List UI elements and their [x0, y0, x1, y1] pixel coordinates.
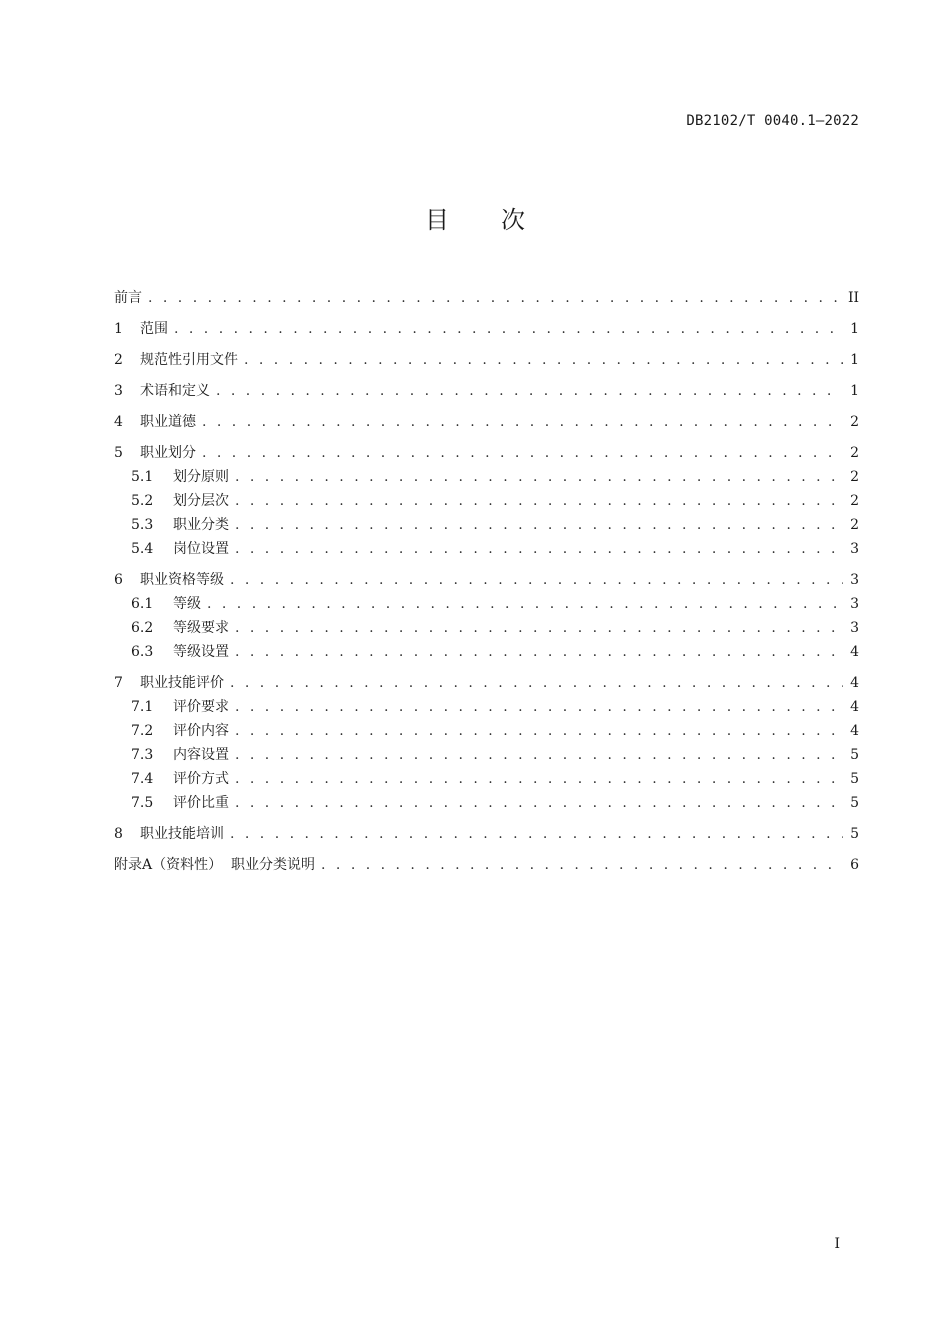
toc-title-char-2: 次 [501, 206, 525, 234]
dot-leader [202, 410, 843, 434]
dot-leader [235, 465, 843, 489]
toc-entry-page: 2 [850, 445, 859, 461]
toc-entry-label: 职业道德 [140, 414, 196, 430]
dot-leader [202, 441, 843, 465]
toc-entry-label: 等级设置 [173, 644, 229, 660]
toc-entry-page: 3 [850, 620, 859, 636]
toc-entry-page: 2 [850, 469, 859, 485]
toc-entry-page: 2 [850, 517, 859, 533]
toc-entry-page: 3 [850, 572, 859, 588]
dot-leader [230, 568, 843, 592]
toc-entry-number: 7.2 [131, 723, 154, 739]
toc-entry-number: 7.4 [131, 771, 154, 787]
table-of-contents [114, 286, 859, 877]
toc-entry-number: 6.2 [131, 620, 154, 636]
toc-entry-label: 岗位设置 [173, 541, 229, 557]
toc-entry[interactable] [114, 465, 859, 489]
toc-entry-label: 职业技能培训 [140, 826, 224, 842]
toc-entry[interactable] [114, 441, 859, 465]
toc-entry-number: 5.4 [131, 541, 154, 557]
toc-entry[interactable] [114, 592, 859, 616]
toc-entry[interactable] [114, 853, 859, 877]
toc-entry-label: 评价比重 [173, 795, 229, 811]
dot-leader [244, 348, 843, 372]
toc-entry-page: 5 [850, 771, 859, 787]
toc-title-char-1: 目 [425, 206, 449, 234]
dot-leader [235, 616, 843, 640]
toc-entry-page: 5 [850, 747, 859, 763]
dot-leader [321, 853, 843, 877]
toc-entry[interactable] [114, 410, 859, 434]
toc-entry-page: 4 [850, 675, 859, 691]
toc-entry-number: 1 [114, 321, 123, 337]
toc-entry[interactable] [114, 695, 859, 719]
toc-entry[interactable] [114, 317, 859, 341]
dot-leader [235, 640, 843, 664]
dot-leader [235, 513, 843, 537]
toc-title [0, 200, 950, 235]
toc-entry-label: 职业技能评价 [140, 675, 224, 691]
toc-entry[interactable] [114, 513, 859, 537]
toc-entry-number: 7.5 [131, 795, 154, 811]
toc-entry-label: 附录A（资料性） 职业分类说明 [114, 857, 316, 873]
toc-entry-number: 5 [114, 445, 123, 461]
toc-entry-number: 4 [114, 414, 123, 430]
toc-entry[interactable] [114, 822, 859, 846]
toc-entry-number: 2 [114, 352, 123, 368]
toc-entry-page: 5 [850, 826, 859, 842]
dot-leader [235, 537, 843, 561]
toc-entry-number: 6 [114, 572, 123, 588]
toc-entry-label: 规范性引用文件 [140, 352, 238, 368]
toc-entry-label: 职业分类 [173, 517, 229, 533]
toc-entry-number: 3 [114, 383, 123, 399]
dot-leader [207, 592, 843, 616]
toc-entry[interactable] [114, 791, 859, 815]
toc-entry-page: 3 [850, 596, 859, 612]
dot-leader [174, 317, 843, 341]
toc-entry-label: 前言 [114, 290, 142, 306]
toc-entry[interactable] [114, 348, 859, 372]
toc-entry-label: 范围 [140, 321, 168, 337]
toc-entry[interactable] [114, 743, 859, 767]
toc-entry-page: 4 [850, 723, 859, 739]
toc-entry-label: 等级 [173, 596, 201, 612]
dot-leader [230, 822, 843, 846]
toc-entry-label: 职业划分 [140, 445, 196, 461]
toc-entry[interactable] [114, 568, 859, 592]
toc-entry-number: 5.2 [131, 493, 154, 509]
toc-entry-label: 评价要求 [173, 699, 229, 715]
dot-leader [235, 489, 843, 513]
toc-entry-label: 内容设置 [173, 747, 229, 763]
dot-leader [235, 767, 843, 791]
dot-leader [235, 719, 843, 743]
toc-entry[interactable] [114, 616, 859, 640]
toc-entry-label: 术语和定义 [140, 383, 210, 399]
toc-entry-page: 1 [850, 383, 859, 399]
toc-entry[interactable] [114, 286, 859, 310]
toc-entry-label: 评价内容 [173, 723, 229, 739]
dot-leader [148, 286, 842, 310]
toc-entry-page: 4 [850, 644, 859, 660]
toc-entry-page: 1 [850, 321, 859, 337]
toc-entry-page: 2 [850, 493, 859, 509]
page-number: I [834, 1236, 840, 1252]
toc-entry-number: 7.3 [131, 747, 154, 763]
toc-entry-page: 6 [850, 857, 859, 873]
toc-entry[interactable] [114, 719, 859, 743]
toc-entry-label: 等级要求 [173, 620, 229, 636]
document-code: DB2102/T 0040.1—2022 [686, 113, 859, 129]
toc-entry[interactable] [114, 537, 859, 561]
toc-entry[interactable] [114, 767, 859, 791]
toc-entry-page: 2 [850, 414, 859, 430]
toc-entry-page: 3 [850, 541, 859, 557]
toc-entry-number: 7.1 [131, 699, 154, 715]
toc-entry-label: 职业资格等级 [140, 572, 224, 588]
toc-entry-number: 6.1 [131, 596, 154, 612]
dot-leader [216, 379, 843, 403]
toc-entry-label: 划分层次 [173, 493, 229, 509]
dot-leader [235, 743, 843, 767]
toc-entry[interactable] [114, 379, 859, 403]
toc-entry-page: 5 [850, 795, 859, 811]
toc-entry-number: 5.1 [131, 469, 154, 485]
dot-leader [230, 671, 843, 695]
toc-entry-page: 4 [850, 699, 859, 715]
toc-entry-label: 评价方式 [173, 771, 229, 787]
toc-entry-number: 6.3 [131, 644, 154, 660]
toc-entry-page: 1 [850, 352, 859, 368]
toc-entry-number: 7 [114, 675, 123, 691]
toc-entry-number: 8 [114, 826, 123, 842]
toc-entry-label: 划分原则 [173, 469, 229, 485]
toc-entry-number: 5.3 [131, 517, 154, 533]
toc-entry[interactable] [114, 640, 859, 664]
toc-entry[interactable] [114, 671, 859, 695]
dot-leader [235, 695, 843, 719]
toc-entry-page: II [847, 290, 859, 306]
toc-entry[interactable] [114, 489, 859, 513]
dot-leader [235, 791, 843, 815]
